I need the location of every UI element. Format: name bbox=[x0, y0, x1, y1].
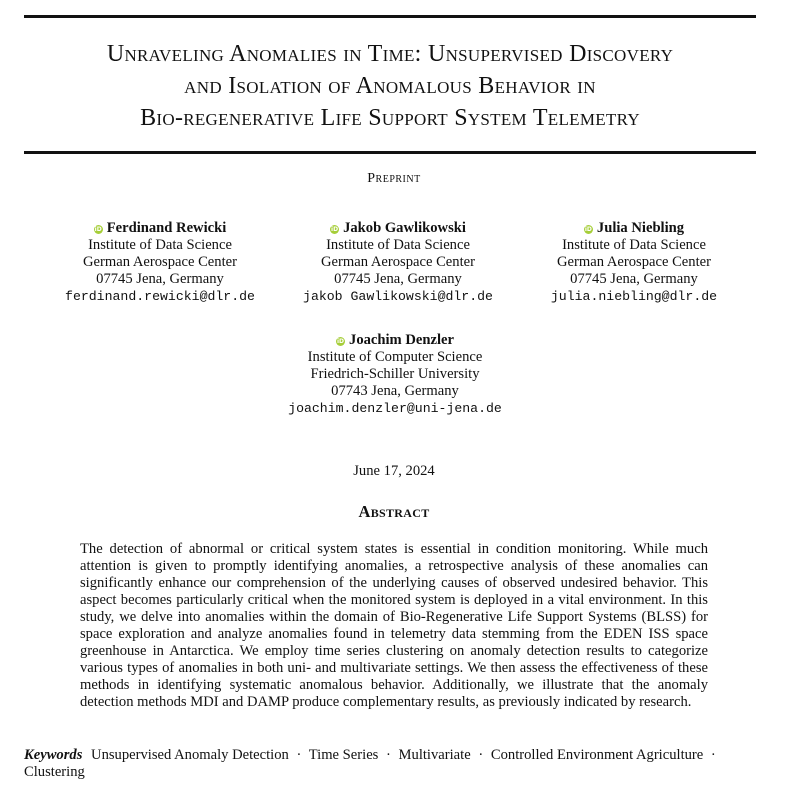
keyword-item: Multivariate bbox=[398, 747, 471, 763]
preprint-label: Preprint bbox=[367, 171, 421, 186]
author-email[interactable]: ferdinand.rewicki@dlr.de bbox=[65, 289, 255, 304]
abstract-text: The detection of abnormal or critical system states is essential in condition monitoring. While much attention is given to promptly identifying anomalies, a retrospective analysis of these anomalies can significantly enhance our comprehension of the underlying causes of observed undesired behavior. This aspect becomes particularly critical when the monitored system is deployed in a vital environment. In this study, we delve into anomalies within the domain of Bio-Regenerative Life Support Systems (BLSS) for space exploration and analyze anomalies found in telemetry data stemming from the EDEN ISS space greenhouse in Antarctica. We employ time series clustering on anomaly detection results to categorize various types of anomalies in both uni- and multivariate settings. We then assess the effectiveness of these methods in identifying systematic anomalous behavior. Additionally, we illustrate that the anomaly detection methods MDI and DAMP produce complementary results, as previously indicated by research. bbox=[80, 541, 708, 710]
paper-title bbox=[24, 38, 756, 134]
top-rule bbox=[24, 15, 756, 18]
orcid-icon[interactable]: iD bbox=[336, 338, 345, 345]
orcid-icon[interactable]: iD bbox=[331, 226, 339, 233]
author-name: Ferdinand Rewicki bbox=[106, 220, 227, 236]
author-affiliation-line: German Aerospace Center bbox=[321, 254, 475, 270]
keyword-separator: · bbox=[710, 747, 716, 763]
keywords-section bbox=[24, 747, 764, 781]
author-affiliation-line: Institute of Data Science bbox=[562, 237, 706, 253]
author-affiliation-line: 07745 Jena, Germany bbox=[570, 271, 698, 287]
author-affiliation-line: 07743 Jena, Germany bbox=[331, 383, 459, 399]
keyword-item: Unsupervised Anomaly Detection bbox=[91, 747, 289, 763]
author-email[interactable]: jakob Gawlikowski@dlr.de bbox=[303, 289, 493, 304]
keywords-label: Keywords bbox=[24, 747, 83, 763]
orcid-icon[interactable]: iD bbox=[94, 226, 102, 233]
author-name: Julia Niebling bbox=[596, 220, 685, 236]
abstract-heading: Abstract bbox=[358, 502, 430, 521]
author-affiliation-line: 07745 Jena, Germany bbox=[96, 271, 224, 287]
title-line-1: Unraveling Anomalies in Time: Unsupervised Discovery bbox=[106, 41, 674, 67]
bottom-rule bbox=[24, 151, 756, 154]
author-block bbox=[298, 220, 498, 305]
author-affiliation-line: Institute of Data Science bbox=[88, 237, 232, 253]
keyword-separator: · bbox=[296, 747, 302, 763]
author-affiliation-line: Friedrich-Schiller University bbox=[310, 366, 480, 382]
keyword-separator: · bbox=[386, 747, 391, 763]
keyword-item: Time Series bbox=[308, 747, 379, 763]
author-affiliation-line: Institute of Data Science bbox=[326, 237, 470, 253]
author-email[interactable]: joachim.denzler@uni-jena.de bbox=[288, 401, 502, 416]
author-email[interactable]: julia.niebling@dlr.de bbox=[550, 289, 718, 304]
title-line-3: Bio-regenerative Life Support System Telemetry bbox=[140, 105, 640, 131]
author-block bbox=[60, 220, 260, 305]
author-affiliation-line: German Aerospace Center bbox=[83, 254, 237, 270]
author-affiliation-line: Institute of Computer Science bbox=[307, 349, 483, 365]
author-block bbox=[534, 220, 734, 305]
keyword-item: Controlled Environment Agriculture bbox=[490, 747, 704, 763]
orcid-icon[interactable]: iD bbox=[584, 226, 592, 233]
author-affiliation-line: German Aerospace Center bbox=[557, 254, 711, 270]
keyword-separator: · bbox=[478, 747, 484, 763]
publication-date: June 17, 2024 bbox=[353, 463, 435, 479]
author-block bbox=[270, 332, 520, 417]
author-name: Jakob Gawlikowski bbox=[343, 220, 466, 236]
keyword-item: Clustering bbox=[24, 764, 85, 780]
author-name: Joachim Denzler bbox=[349, 332, 454, 348]
author-affiliation-line: 07745 Jena, Germany bbox=[334, 271, 462, 287]
title-line-2: and Isolation of Anomalous Behavior in bbox=[184, 73, 596, 99]
